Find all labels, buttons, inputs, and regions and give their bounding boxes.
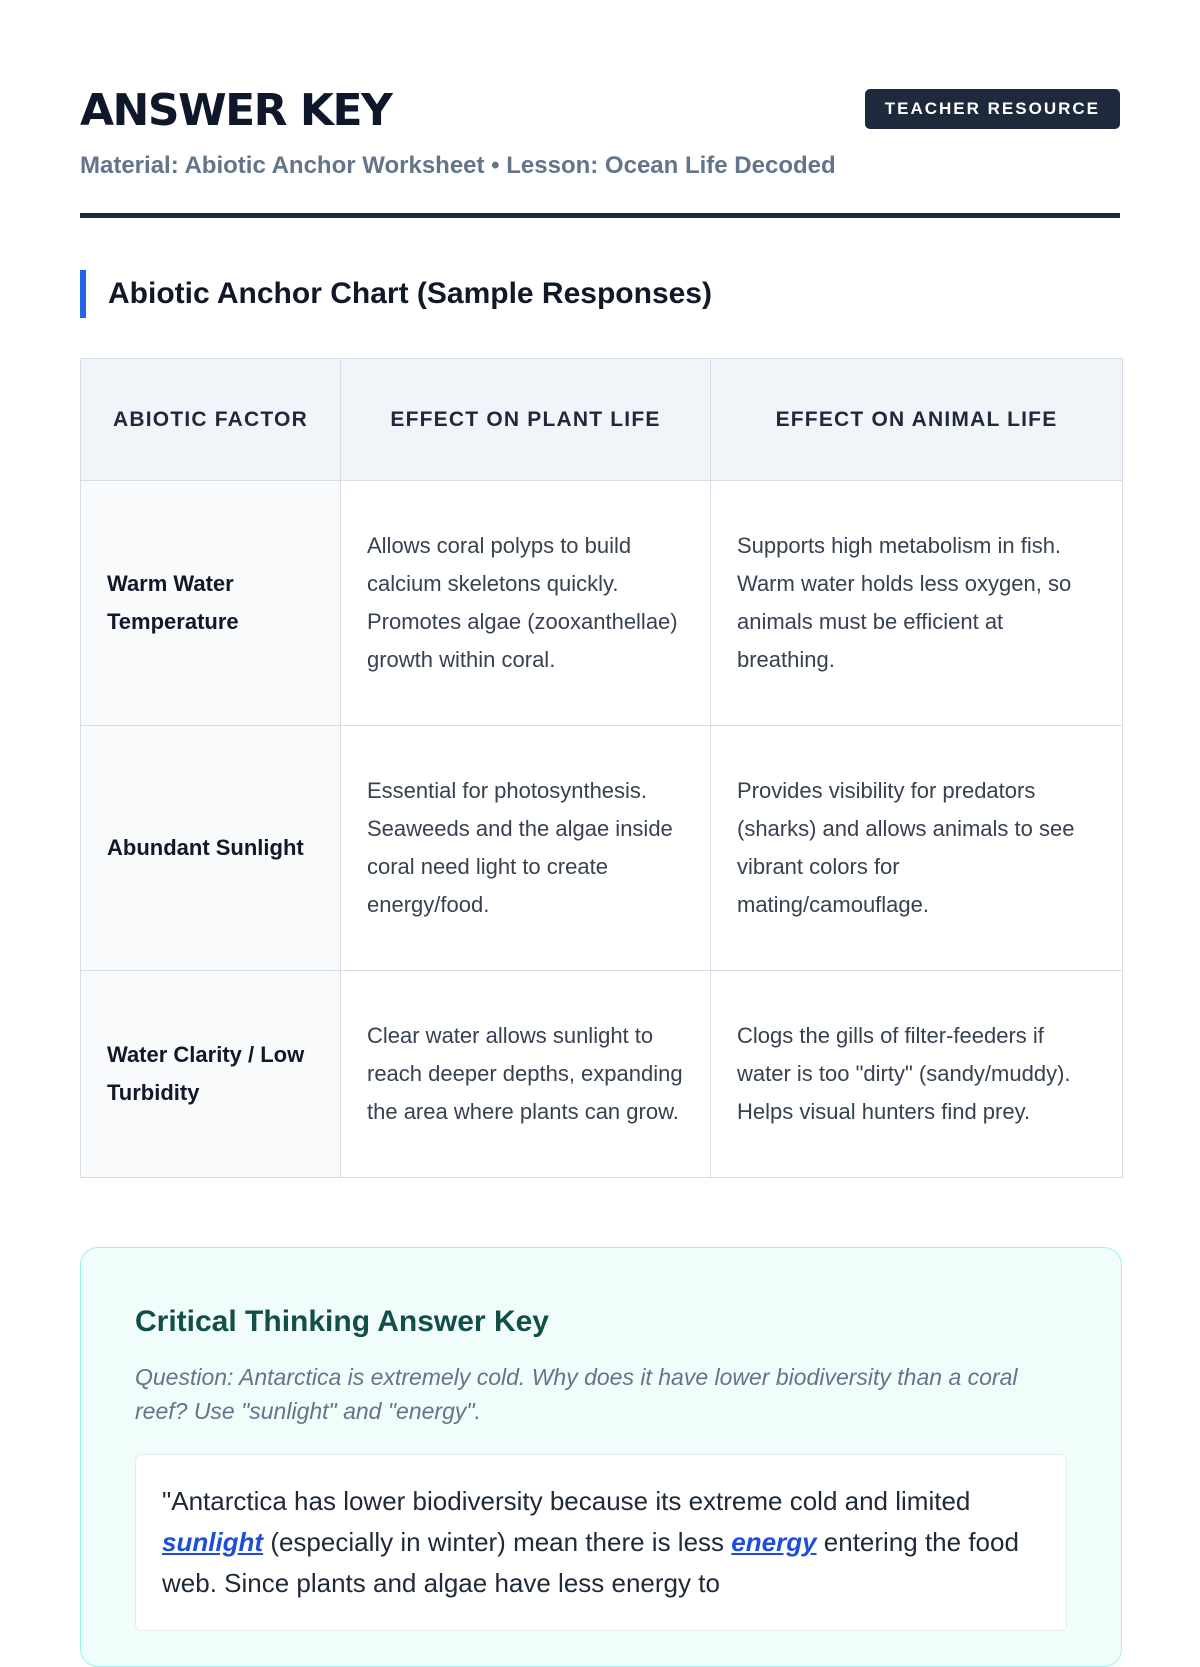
header-abiotic-factor: ABIOTIC FACTOR [81, 359, 341, 481]
factor-cell: Water Clarity / Low Turbidity [81, 971, 341, 1178]
table-row [81, 481, 1123, 726]
answer-text: entering the food web. Since plants and algae have less energy to [162, 1527, 1019, 1598]
answer-text: "Antarctica has lower biodiversity because its extreme cold and limited [162, 1486, 971, 1516]
answer-text: (especially in winter) mean there is less [263, 1527, 732, 1557]
factor-cell: Abundant Sunlight [81, 726, 341, 971]
critical-thinking-question: Question: Antarctica is extremely cold. Why does it have lower biodiversity than a coral reef? Use "sunlight" and "energy". [135, 1364, 1018, 1424]
header-effect-plant: EFFECT ON PLANT LIFE [341, 359, 711, 481]
section-title: Abiotic Anchor Chart (Sample Responses) [80, 270, 1120, 318]
page-title: ANSWER KEY [80, 85, 392, 136]
animal-effect-cell: Clogs the gills of filter-feeders if water is too "dirty" (sandy/muddy). Helps visual hunters find prey. [711, 971, 1123, 1178]
plant-effect-cell: Allows coral polyps to build calcium skeletons quickly. Promotes algae (zooxanthellae) growth within coral. [341, 481, 711, 726]
table-row [81, 971, 1123, 1178]
header [80, 0, 1120, 218]
plant-effect-cell: Essential for photosynthesis. Seaweeds and the algae inside coral need light to create energy/food. [341, 726, 711, 971]
animal-effect-cell: Provides visibility for predators (sharks) and allows animals to see vibrant colors for mating/camouflage. [711, 726, 1123, 971]
keyword-sunlight: sunlight [162, 1527, 264, 1557]
abiotic-anchor-table [80, 358, 1123, 1178]
header-effect-animal: EFFECT ON ANIMAL LIFE [711, 359, 1123, 481]
critical-thinking-title: Critical Thinking Answer Key [135, 1305, 549, 1338]
table-header-row [81, 359, 1123, 481]
material-subtitle: Material: Abiotic Anchor Worksheet • Lesson: Ocean Life Decoded [80, 152, 836, 179]
sample-answer [135, 1454, 1067, 1631]
animal-effect-cell: Supports high metabolism in fish. Warm water holds less oxygen, so animals must be efficient at breathing. [711, 481, 1123, 726]
plant-effect-cell: Clear water allows sunlight to reach deeper depths, expanding the area where plants can grow. [341, 971, 711, 1178]
critical-thinking-box [80, 1247, 1122, 1667]
teacher-resource-badge: TEACHER RESOURCE [865, 89, 1120, 129]
table-row [81, 726, 1123, 971]
factor-cell: Warm Water Temperature [81, 481, 341, 726]
keyword-energy: energy [731, 1527, 817, 1557]
